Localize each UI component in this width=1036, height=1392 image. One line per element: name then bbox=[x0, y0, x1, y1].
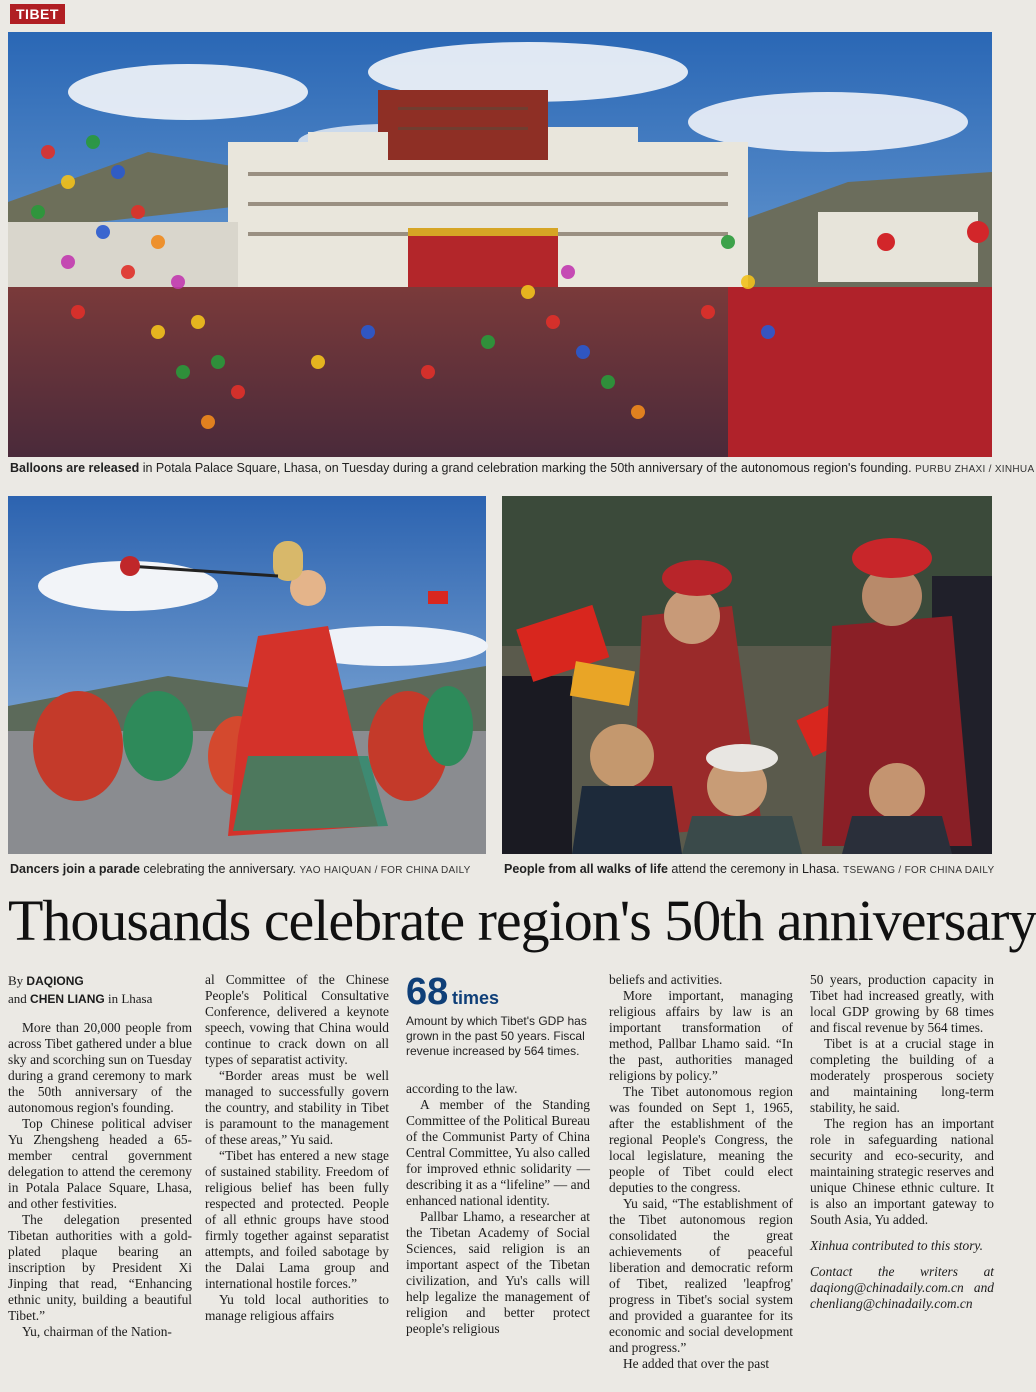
factbox-number: 68 bbox=[406, 971, 449, 1013]
article-column-2 bbox=[205, 972, 389, 1324]
photo-dancers bbox=[8, 496, 486, 854]
paragraph: Tibet is at a crucial stage in completing the building of a moderately prosperous society and maintaining long-term stability, he said. bbox=[810, 1036, 994, 1115]
paragraph: Yu told local authorities to manage religious affairs bbox=[205, 1292, 389, 1323]
paragraph: More important, managing religious affairs by law is an important transformation of method, Pallbar Lhamo said. “In the past, authorities managed religions by policy.” bbox=[609, 988, 793, 1083]
paragraph: Yu, chairman of the Nation- bbox=[22, 1324, 172, 1339]
byline-author-2: CHEN LIANG bbox=[30, 992, 105, 1006]
paragraph: beliefs and activities. bbox=[609, 972, 723, 987]
caption-top-text: in Potala Palace Square, Lhasa, on Tuesday during a grand celebration marking the 50th anniversary of the autonomous region's founding. bbox=[139, 461, 912, 475]
headline: Thousands celebrate region's 50th anniversary bbox=[8, 888, 1036, 953]
paragraph: More than 20,000 people from across Tibet gathered under a blue sky and scorching sun on Tuesday during a grand ceremony to mark the 50th anniversary of the autonomous region's founding. bbox=[8, 1020, 192, 1115]
caption-top-bold: Balloons are released bbox=[10, 461, 140, 475]
factbox-unit: times bbox=[452, 988, 500, 1008]
caption-left-photo bbox=[10, 861, 471, 879]
photo-credit-top: PURBU ZHAXI / XINHUA bbox=[915, 464, 1035, 475]
paragraph: The Tibet autonomous region was founded on Sept 1, 1965, after the establishment of the regional People's Congress, the local legislature, meaning the people of Tibet could elect deputies to the congress. bbox=[609, 1084, 793, 1195]
caption-right-text: attend the ceremony in Lhasa. bbox=[667, 862, 840, 876]
photo-people bbox=[502, 496, 992, 854]
byline-author-1: DAQIONG bbox=[26, 974, 84, 988]
contact-writers: Contact the writers at daqiong@chinadaily.com.cn and chenliang@chinadaily.com.cn bbox=[810, 1264, 994, 1311]
byline-by: By bbox=[8, 973, 24, 988]
paragraph: al Committee of the Chinese People's Political Consultative Conference, delivered a keynote speech, vowing that China would continue to crack down on all types of separatist activity. bbox=[205, 972, 389, 1067]
article-column-4 bbox=[609, 972, 793, 1372]
contribution-note: Xinhua contributed to this story. bbox=[810, 1238, 983, 1253]
caption-right-photo bbox=[504, 861, 994, 879]
photo-potala-balloons bbox=[8, 32, 992, 457]
section-tag: TIBET bbox=[10, 4, 65, 24]
paragraph: He added that over the past bbox=[623, 1356, 770, 1371]
article-column-1 bbox=[8, 972, 192, 1340]
photo-credit-left: YAO HAIQUAN / FOR CHINA DAILY bbox=[299, 865, 471, 876]
factbox-description: Amount by which Tibet's GDP has grown in the past 50 years. Fiscal revenue increased by 564 times. bbox=[406, 1014, 587, 1058]
paragraph: 50 years, production capacity in Tibet had increased greatly, with local GDP growing by 68 times and fiscal revenue by 564 times. bbox=[810, 972, 994, 1035]
paragraph: “Border areas must be well managed to successfully govern the country, and stability in Tibet is paramount to the management of these areas,” Yu said. bbox=[205, 1068, 389, 1147]
paragraph: Pallbar Lhamo, a researcher at the Tibetan Academy of Social Sciences, said religion is an important aspect of the Tibetan civilization, and Yu's calls will help legalize the management of religion and better protect people's religious bbox=[406, 1209, 590, 1336]
article-column-3 bbox=[406, 972, 590, 1337]
byline-location: in Lhasa bbox=[107, 991, 153, 1006]
paragraph: Yu said, “The establishment of the Tibet autonomous region consolidated the great achievements of peaceful liberation and democratic reform of Tibet, realized 'leapfrog' progress in Tibet's social system and provided a guarantee for its economic and social development and progress.” bbox=[609, 1196, 793, 1355]
caption-left-text: celebrating the anniversary. bbox=[139, 862, 297, 876]
caption-left-bold: Dancers join a parade bbox=[10, 862, 140, 876]
caption-right-bold: People from all walks of life bbox=[504, 862, 668, 876]
photo-credit-right: TSEWANG / FOR CHINA DAILY bbox=[843, 865, 995, 876]
byline bbox=[8, 972, 192, 1008]
paragraph: A member of the Standing Committee of the Political Bureau of the Communist Party of China Central Committee, Yu also called for improved ethnic solidarity — describing it as a “lifeline” — and enhanced national identity. bbox=[406, 1097, 590, 1208]
article-column-5 bbox=[810, 972, 994, 1312]
paragraph: “Tibet has entered a new stage of sustained stability. Freedom of religious belief has been fully respected and protected. People of all ethnic groups have stood firmly together against separatist attempts, and foiled sabotage by the Dalai Lama group and international hostile forces.” bbox=[205, 1148, 389, 1291]
factbox bbox=[406, 972, 590, 1059]
byline-and: and bbox=[8, 991, 27, 1006]
paragraph: The delegation presented Tibetan authorities with a gold-plated plaque bearing an inscription by President Xi Jinping that read, “Enhancing ethnic unity, building a beautiful Tibet.” bbox=[8, 1212, 192, 1323]
paragraph: according to the law. bbox=[406, 1081, 518, 1096]
paragraph: The region has an important role in safeguarding national security and eco-security, and maintaining strategic reserves and unique Chinese ethnic culture. It is also an important gateway to South Asia, Yu added. bbox=[810, 1116, 994, 1227]
paragraph: Top Chinese political adviser Yu Zhengsheng headed a 65-member central government delegation to attend the ceremony in Potala Palace Square, Lhasa, and other festivities. bbox=[8, 1116, 192, 1211]
caption-top-photo bbox=[10, 460, 1034, 478]
